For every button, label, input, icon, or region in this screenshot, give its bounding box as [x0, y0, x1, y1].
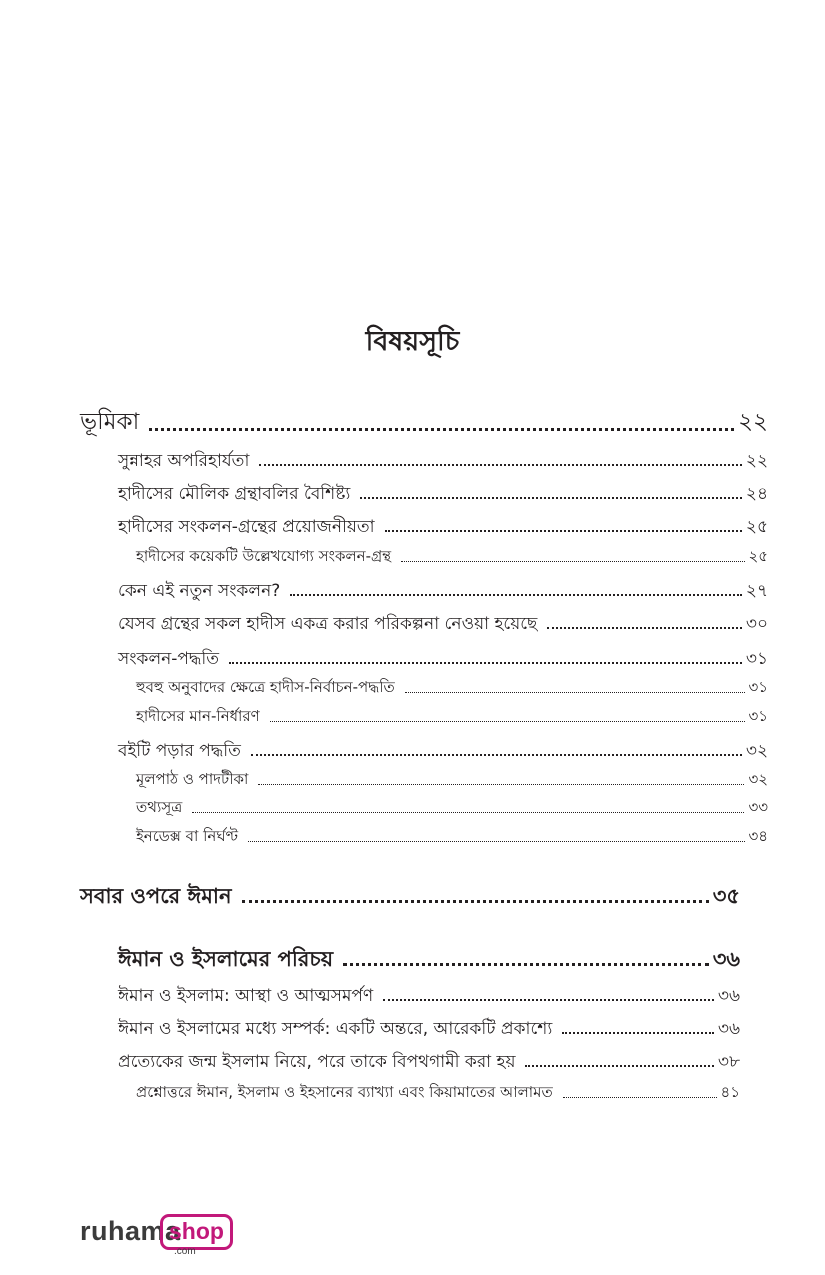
toc-dot-leader — [405, 692, 745, 693]
toc-dot-leader — [343, 963, 709, 966]
toc-dot-leader — [248, 841, 744, 842]
toc-entry-page: ৩১ — [745, 649, 768, 669]
toc-entry-page: ৪১ — [720, 1083, 740, 1101]
toc-dot-leader — [383, 999, 714, 1001]
toc-entry-page: ৩৮ — [717, 1052, 740, 1072]
toc-entry-title: হাদীসের সংকলন-গ্রন্থের প্রয়োজনীয়তা — [118, 517, 375, 537]
toc-entry-page: ২২ — [745, 451, 768, 471]
toc-entry-title: সংকলন-পদ্ধতি — [118, 649, 220, 669]
toc-subentry — [136, 1083, 740, 1103]
toc-entry — [118, 1051, 740, 1073]
toc-entry-page: ৩৩ — [748, 798, 768, 816]
toc-entry — [118, 483, 768, 505]
toc-entry-page: ২৫ — [748, 547, 768, 565]
logo-shop-badge: shop — [160, 1214, 233, 1250]
toc-entry-title: সুন্নাহর অপরিহার্যতা — [118, 451, 250, 471]
toc-entry-title: ভূমিকা — [80, 409, 140, 435]
toc-entry — [118, 516, 768, 538]
toc-entry-title: ঈমান ও ইসলামের পরিচয় — [118, 947, 334, 971]
toc-entry-page: ২৪ — [745, 484, 768, 504]
toc-dot-leader — [149, 428, 734, 431]
page-title: বিষয়সূচি — [365, 326, 460, 357]
toc-entry-title: ঈমান ও ইসলামের মধ্যে সম্পর্ক: একটি অন্তরে, আরেকটি প্রকাশ্যে — [118, 1019, 553, 1039]
toc-entry-page: ২৭ — [745, 581, 768, 601]
toc-dot-leader — [192, 812, 744, 813]
toc-subentry — [136, 770, 768, 790]
toc-entry-introduction — [80, 408, 768, 438]
toc-dot-leader — [290, 594, 742, 596]
toc-entry-title: হুবহু অনুবাদের ক্ষেত্রে হাদীস-নির্বাচন-পদ্ধতি — [136, 678, 395, 696]
toc-entry-title: ইনডেক্স বা নির্ঘণ্ট — [136, 827, 239, 845]
toc-dot-leader — [563, 1097, 717, 1098]
toc-entry-title: বইটি পড়ার পদ্ধতি — [118, 741, 241, 761]
toc-entry — [118, 1018, 740, 1040]
toc-dot-leader — [251, 754, 742, 756]
toc-entry-page: ২৫ — [745, 517, 768, 537]
toc-entry-title: যেসব গ্রন্থের সকল হাদীস একত্র করার পরিকল্পনা নেওয়া হয়েছে — [118, 614, 538, 634]
toc-dot-leader — [258, 784, 744, 785]
logo-com-text: .com — [174, 1246, 196, 1257]
toc-dot-leader — [229, 662, 742, 664]
toc-entry-title: কেন এই নতুন সংকলন? — [118, 581, 281, 601]
toc-entry — [118, 613, 768, 635]
toc-chapter — [80, 883, 740, 910]
toc-subentry — [136, 678, 768, 698]
toc-entry-page: ৩৬ — [712, 947, 740, 971]
toc-dot-leader — [547, 627, 742, 629]
toc-entry-page: ৩২ — [745, 741, 768, 761]
toc-entry-page: ২২ — [738, 409, 768, 435]
toc-subentry — [136, 827, 768, 847]
toc-dot-leader — [562, 1032, 714, 1034]
toc-entry-title: ঈমান ও ইসলাম: আস্থা ও আত্মসমর্পণ — [118, 986, 374, 1006]
toc-subentry — [136, 798, 768, 818]
toc-entry-title: প্রত্যেকের জন্ম ইসলাম নিয়ে, পরে তাকে বিপথগামী করা হয় — [118, 1052, 516, 1072]
toc-section — [118, 946, 740, 973]
toc-entry-title: সবার ওপরে ঈমান — [80, 884, 232, 908]
toc-dot-leader — [525, 1065, 713, 1067]
toc-entry-title: হাদীসের কয়েকটি উল্লেখযোগ্য সংকলন-গ্রন্থ — [136, 547, 392, 565]
toc-entry — [118, 580, 768, 602]
toc-entry-page: ৩৬ — [717, 986, 740, 1006]
toc-entry-page: ৩৪ — [748, 827, 768, 845]
toc-subentry — [136, 707, 768, 727]
toc-dot-leader — [259, 464, 742, 466]
ruhamashop-logo — [80, 1212, 240, 1256]
toc-dot-leader — [242, 900, 709, 903]
toc-entry — [118, 450, 768, 472]
toc-entry-title: হাদীসের মান-নির্ধারণ — [136, 707, 260, 725]
toc-entry-page: ৩৫ — [712, 884, 740, 908]
toc-entry-page: ৩৬ — [717, 1019, 740, 1039]
toc-dot-leader — [360, 497, 742, 499]
toc-entry-title: মূলপাঠ ও পাদটীকা — [136, 770, 249, 788]
toc-entry-title: তথ্যসূত্র — [136, 798, 183, 816]
toc-entry-title: প্রশ্নোত্তরে ঈমান, ইসলাম ও ইহসানের ব্যাখ্যা এবং কিয়ামাতের আলামত — [136, 1083, 553, 1101]
toc-entry-page: ৩২ — [748, 770, 768, 788]
toc-entry-page: ৩১ — [748, 707, 768, 725]
toc-dot-leader — [270, 721, 745, 722]
toc-entry-page: ৩০ — [745, 614, 768, 634]
toc-entry — [118, 740, 768, 762]
toc-entry — [118, 648, 768, 670]
toc-entry-page: ৩১ — [748, 678, 768, 696]
toc-entry-title: হাদীসের মৌলিক গ্রন্থাবলির বৈশিষ্ট্য — [118, 484, 351, 504]
logo-ruhama-text: ruhama — [80, 1216, 181, 1246]
toc-subentry — [136, 547, 768, 567]
toc-dot-leader — [401, 561, 744, 562]
toc-dot-leader — [385, 530, 742, 532]
toc-entry — [118, 985, 740, 1007]
